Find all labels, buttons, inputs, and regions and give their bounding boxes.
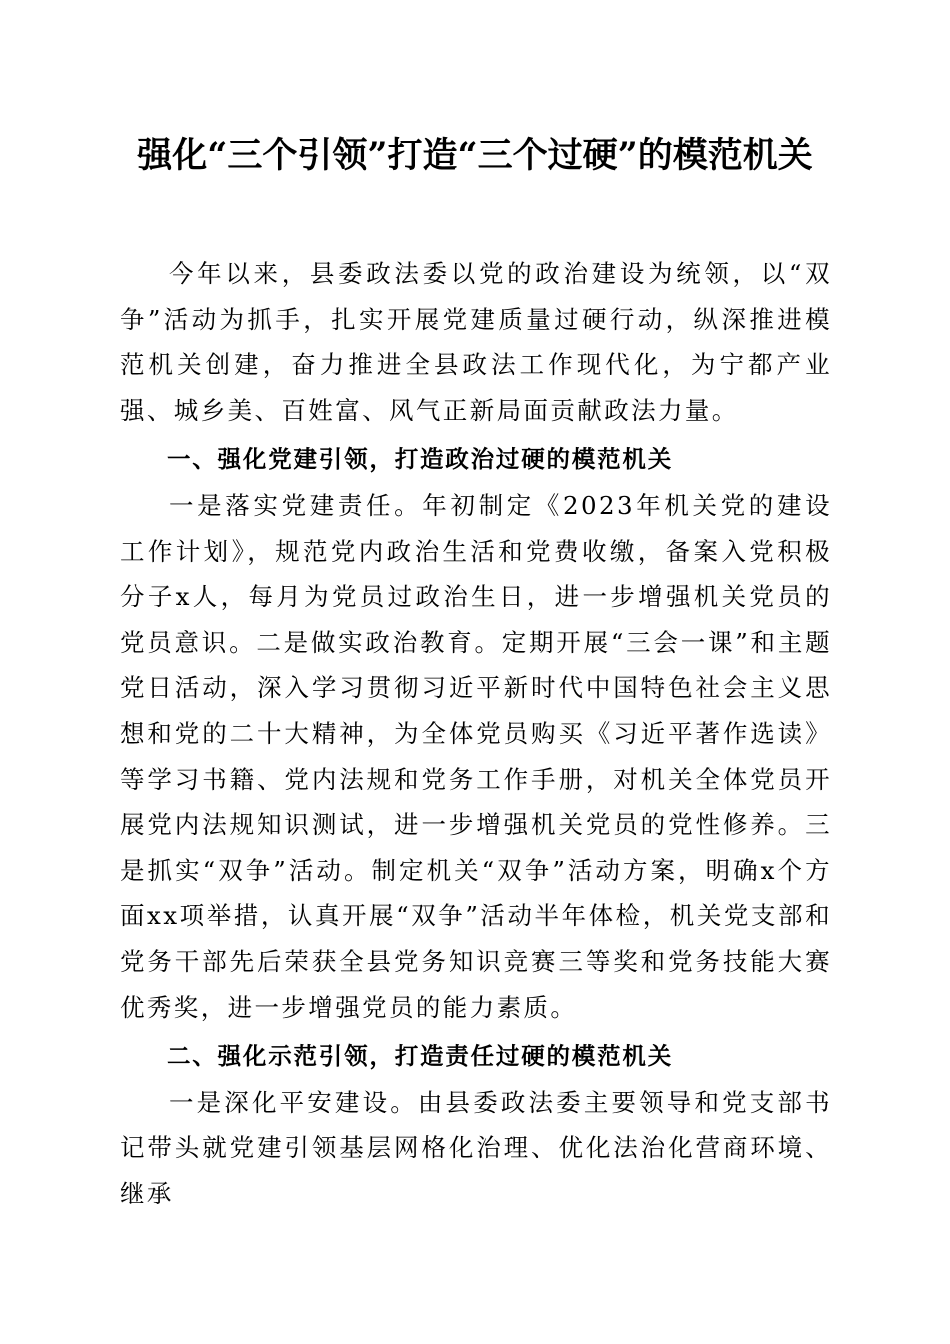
document-body [120, 251, 832, 1216]
section-1-heading: 一、强化党建引领，打造政治过硬的模范机关 [167, 445, 673, 474]
section-2-paragraph: 一是深化平安建设。由县委政法委主要领导和党支部书记带头就党建引领基层网格化治理、优化法治化营商环境、继承 [120, 1087, 832, 1208]
section-1-paragraph: 一是落实党建责任。年初制定《2023年机关党的建设工作计划》，规范党内政治生活和党费收缴，备案入党积极分子x人，每月为党员过政治生日，进一步增强机关党员的党员意识。二是做实政治教育。定期开展“三会一课”和主题党日活动，深入学习贯彻习近平新时代中国特色社会主义思想和党的二十大精神，为全体党员购买《习近平著作选读》等学习书籍、党内法规和党务工作手册，对机关全体党员开展党内法规知识测试，进一步增强机关党员的党性修养。三是抓实“双争”活动。制定机关“双争”活动方案，明确x个方面xx项举措，认真开展“双争”活动半年体检，机关党支部和党务干部先后荣获全县党务知识竞赛三等奖和党务技能大赛优秀奖，进一步增强党员的能力素质。 [120, 490, 832, 1022]
intro-paragraph: 今年以来，县委政法委以党的政治建设为统领，以“双争”活动为抓手，扎实开展党建质量过硬行动，纵深推进模范机关创建，奋力推进全县政法工作现代化，为宁都产业强、城乡美、百姓富、风气正新局面贡献政法力量。 [120, 259, 832, 425]
section-2-heading: 二、强化示范引领，打造责任过硬的模范机关 [167, 1042, 673, 1071]
document-title: 强化“三个引领”打造“三个过硬”的模范机关 [137, 135, 813, 176]
